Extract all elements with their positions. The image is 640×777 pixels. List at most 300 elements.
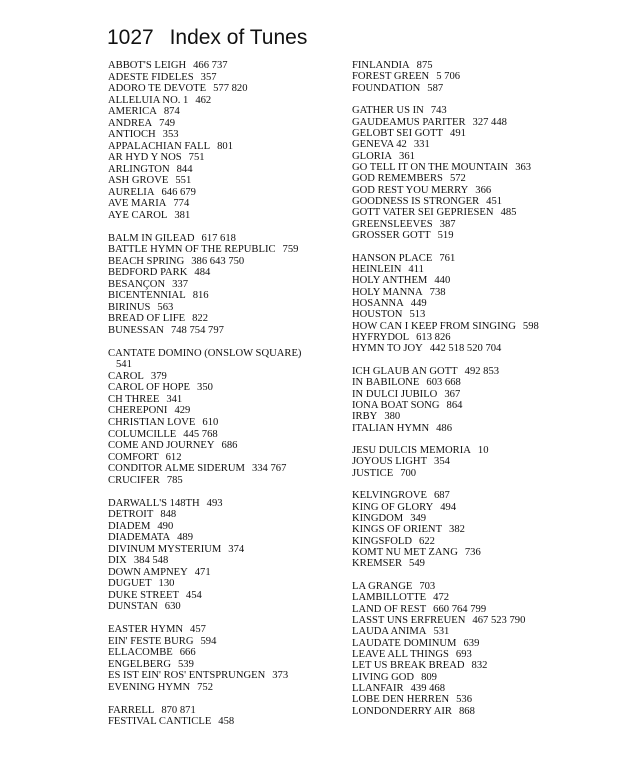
hymn-numbers: 612	[165, 451, 182, 463]
hymn-numbers: 761	[439, 252, 456, 264]
tune-name: LAUDA ANIMA	[352, 626, 427, 638]
tune-name: BICENTENNIAL	[108, 290, 186, 302]
tune-entry	[108, 279, 301, 291]
hymn-numbers: 531	[433, 626, 450, 638]
tune-entry	[108, 83, 301, 95]
hymn-numbers: 617 618	[201, 232, 236, 244]
tune-entry	[352, 151, 539, 162]
tune-entry	[108, 267, 301, 279]
hymn-numbers: 749	[159, 117, 176, 129]
tune-entry	[352, 83, 539, 94]
tune-entry	[108, 463, 301, 475]
tune-entry	[108, 636, 301, 648]
tune-name: IRBY	[352, 411, 378, 423]
tune-name: AURELIA	[108, 186, 155, 198]
hymn-numbers: 472	[433, 592, 450, 604]
tune-entry	[108, 440, 301, 452]
tune-entry	[352, 672, 539, 683]
group-spacer	[352, 570, 539, 581]
tune-entry	[108, 302, 301, 314]
page-title: Index of Tunes	[169, 26, 308, 49]
group-spacer	[352, 355, 539, 366]
tune-entry	[352, 309, 539, 320]
tune-name: GOODNESS IS STRONGER	[352, 195, 480, 207]
tune-entry	[352, 604, 539, 615]
hymn-numbers: 809	[421, 671, 437, 683]
tune-entry	[108, 348, 301, 371]
tune-name: COLUMCILLE	[108, 428, 177, 440]
hymn-numbers: 864	[446, 399, 463, 411]
hymn-numbers: 613 826	[416, 331, 451, 343]
tune-name: CANTATE DOMINO (ONSLOW SQUARE)	[108, 347, 302, 359]
tune-entry	[352, 117, 539, 128]
hymn-numbers: 442 518 520 704	[429, 343, 502, 355]
hymn-numbers: 494	[440, 501, 457, 513]
tune-name: KINGS OF ORIENT	[352, 524, 443, 536]
tune-name: DIADEMATA	[108, 532, 171, 544]
tune-entry	[352, 332, 539, 343]
hymn-numbers: 822	[192, 313, 208, 325]
tune-entry	[352, 139, 539, 150]
hymn-numbers: 10	[477, 445, 489, 457]
tune-name: CAROL OF HOPE	[108, 382, 191, 394]
hymn-numbers: 374	[228, 543, 245, 555]
tune-entry	[108, 325, 301, 337]
tune-name: DUKE STREET	[108, 589, 179, 601]
tune-entry	[108, 555, 301, 567]
hymn-numbers: 130	[158, 578, 175, 590]
tune-entry	[352, 502, 539, 513]
tune-entry	[352, 513, 539, 524]
hymn-numbers: 363	[515, 161, 532, 173]
hymn-numbers: 367	[444, 388, 461, 400]
hymn-numbers: 875	[416, 60, 433, 71]
tune-name: FOUNDATION	[352, 82, 421, 94]
tune-name: ITALIAN HYMN	[352, 422, 430, 434]
tune-entry	[108, 164, 301, 176]
hymn-numbers: 493	[206, 497, 223, 509]
tune-name: ANDREA	[108, 117, 153, 129]
hymn-numbers: 759	[282, 244, 299, 256]
hymn-numbers: 646 679	[161, 186, 196, 198]
hymn-numbers: 489	[177, 532, 194, 544]
hymn-numbers: 484	[194, 267, 211, 279]
tune-name: GOTT VATER SEI GEPRIESEN	[352, 207, 494, 219]
tune-name: HEINLEIN	[352, 263, 402, 275]
tune-name: GELOBT SEI GOTT	[352, 127, 444, 139]
tune-entry	[352, 207, 539, 218]
tune-name: FESTIVAL CANTICLE	[108, 716, 212, 728]
tune-entry	[108, 475, 301, 487]
tune-entry	[108, 187, 301, 199]
tune-entry	[108, 198, 301, 210]
tune-name: AR HYD Y NOS	[108, 152, 182, 164]
hymn-numbers: 411	[408, 263, 424, 275]
hymn-numbers: 743	[430, 105, 447, 117]
hymn-numbers: 700	[400, 467, 417, 479]
tune-name: JUSTICE	[352, 467, 394, 479]
tune-entry	[352, 377, 539, 388]
tune-entry	[352, 411, 539, 422]
hymn-numbers: 868	[458, 705, 475, 717]
tune-entry	[352, 162, 539, 173]
group-spacer	[108, 221, 301, 233]
hymn-numbers: 536	[456, 694, 472, 706]
tune-name: KOMT NU MET ZANG	[352, 547, 458, 559]
hymn-numbers: 349	[410, 513, 427, 525]
hymn-numbers: 449	[410, 297, 427, 309]
tune-name: HANSON PLACE	[352, 252, 433, 264]
tune-entry	[108, 72, 301, 84]
tune-name: KINGSFOLD	[352, 535, 413, 547]
tune-entry	[108, 590, 301, 602]
tune-entry	[352, 456, 539, 467]
hymn-numbers: 379	[150, 370, 167, 382]
tune-entry	[108, 256, 301, 268]
tune-name: GROSSER GOTT	[352, 229, 431, 241]
tune-name: CONDITOR ALME SIDERUM	[108, 463, 245, 475]
tune-name: GENEVA 42	[352, 139, 407, 151]
tune-entry	[108, 682, 301, 694]
tune-name: ANTIOCH	[108, 129, 156, 141]
tune-name: DOWN AMPNEY	[108, 566, 188, 578]
tune-name: DIVINUM MYSTERIUM	[108, 543, 222, 555]
tune-name: COMFORT	[108, 451, 159, 463]
tune-entry	[352, 683, 539, 694]
tune-entry	[108, 244, 301, 256]
tune-name: LLANFAIR	[352, 683, 404, 695]
tune-name: LIVING GOD	[352, 671, 415, 683]
tune-name: BUNESSAN	[108, 324, 164, 336]
tune-entry	[108, 118, 301, 130]
tune-name: BEACH SPRING	[108, 255, 185, 267]
hymn-numbers: 440	[434, 275, 451, 287]
tune-entry	[352, 581, 539, 592]
hymn-numbers: 801	[217, 140, 234, 152]
group-spacer	[352, 241, 539, 252]
hymn-numbers: 485	[500, 207, 517, 219]
hymn-numbers: 751	[188, 152, 205, 164]
tune-name: LAMBILLOTTE	[352, 592, 427, 604]
tune-entry	[352, 389, 539, 400]
tune-entry	[352, 592, 539, 603]
tune-name: DUGUET	[108, 578, 152, 590]
tune-name: BEDFORD PARK	[108, 267, 188, 279]
tune-entry	[352, 638, 539, 649]
hymn-numbers: 832	[471, 660, 488, 672]
tune-name: HOUSTON	[352, 309, 403, 321]
hymn-numbers: 327 448	[472, 116, 507, 128]
hymn-numbers: 844	[176, 163, 193, 175]
hymn-numbers: 341	[166, 393, 183, 405]
tune-name: HOW CAN I KEEP FROM SINGING	[352, 320, 516, 332]
hymn-numbers: 539	[177, 658, 194, 670]
hymn-numbers: 666	[179, 647, 196, 659]
tune-name: LEAVE ALL THINGS	[352, 649, 449, 661]
tune-name: IN DULCI JUBILO	[352, 388, 438, 400]
hymn-numbers: 563	[157, 301, 174, 313]
hymn-numbers: 337	[172, 278, 188, 290]
tune-name: ELLACOMBE	[108, 647, 173, 659]
hymn-numbers: 5 706	[436, 71, 461, 83]
hymn-numbers: 748 754 797	[170, 324, 224, 336]
tune-name: DIX	[108, 555, 127, 567]
hymn-numbers: 467 523 790	[472, 615, 526, 627]
tune-name: BREAD OF LIFE	[108, 313, 186, 325]
tune-name: LET US BREAK BREAD	[352, 660, 465, 672]
tune-name: GREENSLEEVES	[352, 218, 433, 230]
tune-name: CHEREPONI	[108, 405, 168, 417]
hymn-numbers: 519	[437, 229, 454, 241]
hymn-numbers: 551	[175, 175, 192, 187]
hymn-numbers: 630	[164, 601, 181, 613]
hymn-numbers: 381	[174, 209, 191, 221]
hymn-numbers: 457	[190, 624, 206, 636]
tune-entry	[108, 647, 301, 659]
tune-entry	[352, 423, 539, 434]
hymn-numbers: 387	[439, 218, 456, 230]
tune-entry	[108, 152, 301, 164]
tune-name: HYFRYDOL	[352, 331, 410, 343]
tune-name: DUNSTAN	[108, 601, 158, 613]
tune-name: ENGELBERG	[108, 658, 171, 670]
tune-name: EVENING HYMN	[108, 681, 191, 693]
tune-name: HOLY ANTHEM	[352, 275, 428, 287]
tune-entry	[352, 230, 539, 241]
tune-entry	[108, 175, 301, 187]
hymn-numbers: 361	[399, 150, 415, 162]
tune-entry	[352, 173, 539, 184]
hymn-numbers: 703	[419, 581, 436, 593]
hymn-numbers: 736	[464, 547, 481, 559]
tune-name: KELVINGROVE	[352, 490, 427, 502]
tune-name: IONA BOAT SONG	[352, 399, 440, 411]
hymn-numbers: 693	[455, 649, 472, 661]
hymn-numbers: 660 764 799	[433, 603, 487, 615]
tune-name: HYMN TO JOY	[352, 343, 423, 355]
tune-entry	[352, 105, 539, 116]
tune-name: LOBE DEN HERREN	[352, 694, 450, 706]
group-spacer	[108, 613, 301, 625]
hymn-numbers: 373	[272, 670, 289, 682]
tune-entry	[108, 290, 301, 302]
hymn-numbers: 848	[160, 509, 177, 521]
tune-name: BATTLE HYMN OF THE REPUBLIC	[108, 244, 276, 256]
tune-entry	[108, 394, 301, 406]
tune-entry	[352, 490, 539, 501]
tune-name: BIRINUS	[108, 301, 151, 313]
tune-name: AVE MARIA	[108, 198, 167, 210]
hymn-numbers: 350	[197, 382, 213, 394]
hymn-numbers: 577 820	[213, 83, 248, 95]
tune-name: GAUDEAMUS PARITER	[352, 116, 466, 128]
tune-entry	[352, 60, 539, 71]
hymn-numbers: 549	[409, 558, 425, 570]
hymn-numbers: 541	[116, 359, 132, 371]
hymn-numbers: 451	[486, 195, 503, 207]
tune-entry	[108, 509, 301, 521]
tune-entry	[352, 287, 539, 298]
tune-name: AYE CAROL	[108, 209, 168, 221]
tune-entry	[352, 264, 539, 275]
tune-name: CAROL	[108, 370, 144, 382]
tune-entry	[108, 532, 301, 544]
hymn-numbers: 429	[174, 405, 191, 417]
tune-entry	[352, 185, 539, 196]
hymn-numbers: 471	[194, 566, 211, 578]
tune-entry	[352, 649, 539, 660]
hymn-numbers: 454	[185, 589, 202, 601]
tune-entry	[108, 417, 301, 429]
page-number: 1027	[107, 26, 154, 49]
tune-entry	[108, 405, 301, 417]
tune-name: ICH GLAUB AN GOTT	[352, 365, 458, 377]
hymn-numbers: 513	[409, 309, 426, 321]
hymn-numbers: 639	[463, 637, 480, 649]
hymn-numbers: 785	[166, 474, 183, 486]
tune-entry	[352, 71, 539, 82]
hymn-numbers: 331	[413, 139, 430, 151]
tune-entry	[352, 558, 539, 569]
hymn-numbers: 439 468	[410, 683, 446, 695]
tune-entry	[352, 626, 539, 637]
hymn-numbers: 687	[433, 490, 450, 502]
tune-name: LAUDATE DOMINUM	[352, 637, 457, 649]
tune-name: HOLY MANNA	[352, 286, 423, 298]
tune-entry	[108, 578, 301, 590]
tune-name: ADESTE FIDELES	[108, 71, 194, 83]
tune-entry	[108, 716, 301, 728]
tune-name: FOREST GREEN	[352, 71, 430, 83]
tune-name: ASH GROVE	[108, 175, 169, 187]
tune-entry	[352, 196, 539, 207]
tune-name: LAND OF REST	[352, 603, 427, 615]
tune-name: HOSANNA	[352, 297, 404, 309]
hymn-numbers: 490	[157, 520, 174, 532]
tune-name: GLORIA	[352, 150, 393, 162]
tune-entry	[108, 141, 301, 153]
tune-entry	[352, 275, 539, 286]
tune-name: GATHER US IN	[352, 105, 424, 117]
hymn-numbers: 386 643 750	[191, 255, 245, 267]
hymn-numbers: 752	[197, 681, 213, 693]
tune-name: EIN' FESTE BURG	[108, 635, 194, 647]
hymn-numbers: 598	[522, 320, 539, 332]
tune-entry	[108, 233, 301, 245]
tune-name: GOD REST YOU MERRY	[352, 184, 469, 196]
hymn-numbers: 384 548	[133, 555, 169, 567]
tune-name: APPALACHIAN FALL	[108, 140, 211, 152]
tune-entry	[108, 452, 301, 464]
tune-entry	[352, 343, 539, 354]
tune-name: FINLANDIA	[352, 60, 410, 71]
hymn-numbers: 594	[200, 635, 217, 647]
tune-entry	[352, 694, 539, 705]
tune-name: LA GRANGE	[352, 581, 413, 593]
index-column-right	[352, 60, 539, 717]
hymn-numbers: 466 737	[193, 60, 228, 71]
group-spacer	[352, 479, 539, 490]
index-column-left	[108, 60, 301, 728]
tune-name: ARLINGTON	[108, 163, 170, 175]
tune-entry	[108, 106, 301, 118]
tune-name: EASTER HYMN	[108, 624, 184, 636]
hymn-numbers: 622	[419, 535, 435, 547]
tune-entry	[108, 210, 301, 222]
tune-entry	[108, 601, 301, 613]
tune-entry	[108, 624, 301, 636]
tune-entry	[352, 615, 539, 626]
hymn-numbers: 382	[449, 524, 465, 536]
tune-name: BESANÇON	[108, 278, 166, 290]
tune-name: GOD REMEMBERS	[352, 173, 443, 185]
tune-entry	[352, 253, 539, 264]
tune-name: IN BABILONE	[352, 377, 420, 389]
hymn-numbers: 572	[449, 173, 466, 185]
tune-entry	[108, 567, 301, 579]
tune-entry	[352, 219, 539, 230]
tune-entry	[352, 660, 539, 671]
tune-entry	[352, 706, 539, 717]
tune-name: LONDONDERRY AIR	[352, 705, 452, 717]
tune-entry	[108, 670, 301, 682]
hymn-numbers: 774	[173, 198, 190, 210]
tune-entry	[352, 445, 539, 456]
tune-name: ES IST EIN' ROS' ENTSPRUNGEN	[108, 670, 266, 682]
tune-name: JOYOUS LIGHT	[352, 456, 428, 468]
tune-entry	[108, 429, 301, 441]
tune-entry	[352, 321, 539, 332]
hymn-numbers: 462	[195, 94, 212, 106]
tune-entry	[108, 129, 301, 141]
tune-name: AMERICA	[108, 106, 157, 118]
tune-name: CH THREE	[108, 393, 160, 405]
hymn-numbers: 610	[202, 416, 219, 428]
tune-name: ALLELUIA NO. 1	[108, 94, 189, 106]
tune-name: COME AND JOURNEY	[108, 440, 215, 452]
hymn-numbers: 491	[450, 127, 466, 139]
tune-name: BALM IN GILEAD	[108, 232, 195, 244]
group-spacer	[108, 486, 301, 498]
tune-name: DETROIT	[108, 509, 154, 521]
tune-entry	[352, 536, 539, 547]
hymn-numbers: 486	[436, 422, 453, 434]
tune-entry	[108, 313, 301, 325]
hymn-numbers: 380	[384, 411, 401, 423]
tune-entry	[108, 705, 301, 717]
hymn-numbers: 458	[218, 716, 235, 728]
tune-entry	[108, 521, 301, 533]
hymn-numbers: 870 871	[161, 704, 196, 716]
tune-entry	[352, 128, 539, 139]
tune-entry	[108, 498, 301, 510]
tune-entry	[108, 60, 301, 72]
tune-entry	[352, 547, 539, 558]
hymn-numbers: 816	[192, 290, 209, 302]
hymn-numbers: 874	[163, 106, 180, 118]
tune-entry	[352, 468, 539, 479]
hymn-numbers: 366	[475, 184, 492, 196]
tune-name: DIADEM	[108, 520, 151, 532]
hymn-numbers: 354	[434, 456, 450, 468]
tune-name: FARRELL	[108, 704, 155, 716]
tune-entry	[352, 524, 539, 535]
hymn-numbers: 738	[429, 286, 446, 298]
tune-name: KING OF GLORY	[352, 501, 434, 513]
tune-name: CRUCIFER	[108, 474, 160, 486]
hymn-numbers: 587	[427, 82, 444, 94]
tune-entry	[108, 382, 301, 394]
